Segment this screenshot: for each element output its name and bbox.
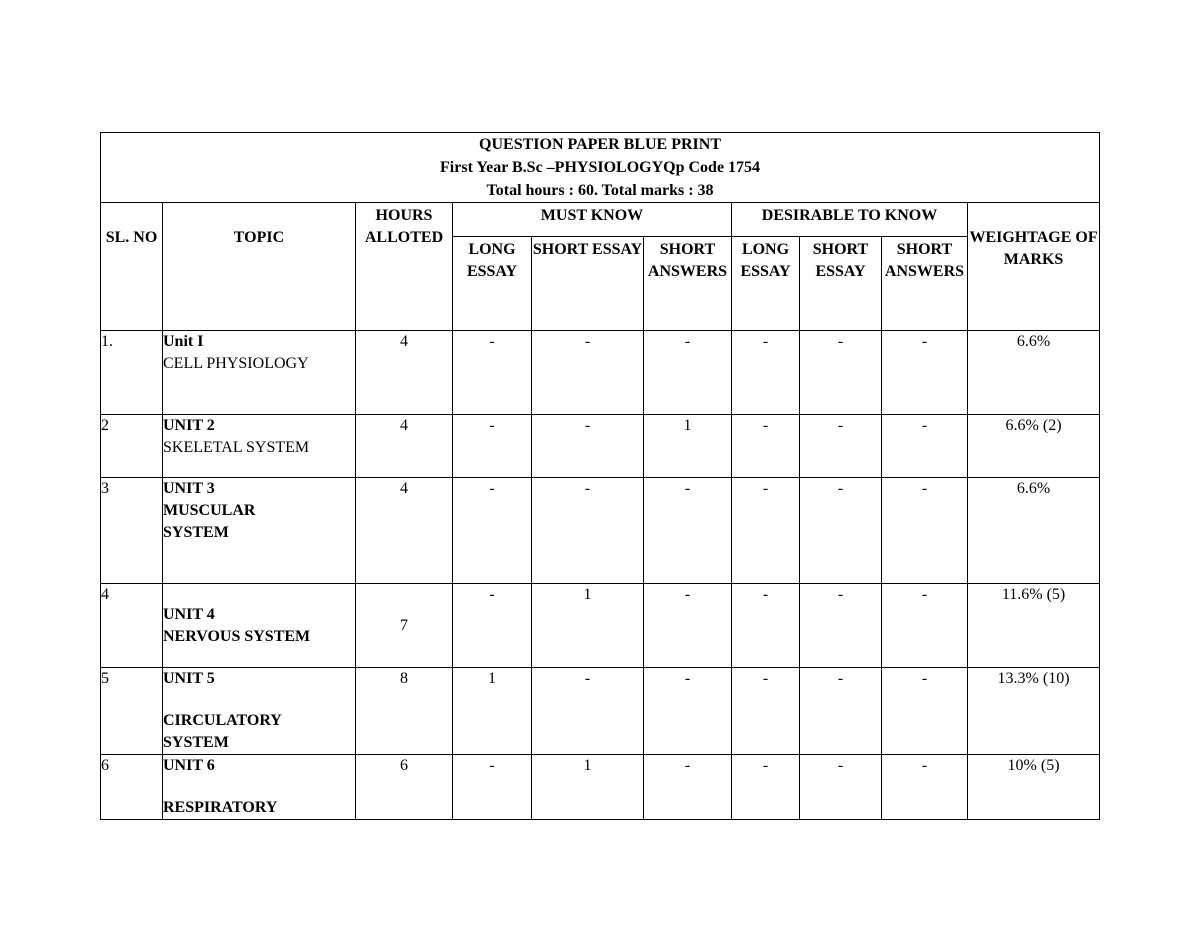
topic-name: SKELETAL SYSTEM <box>163 439 310 456</box>
unit-label: UNIT 3 <box>163 480 215 497</box>
cell-dk-short-essay: - <box>800 755 882 820</box>
title-line-1: QUESTION PAPER BLUE PRINT <box>479 136 722 153</box>
cell-weightage: 13.3% (10) <box>968 668 1100 755</box>
cell-mk-short-essay: - <box>532 668 644 755</box>
cell-dk-long-essay: - <box>732 478 800 584</box>
cell-topic <box>163 584 356 668</box>
cell-hours: 4 <box>356 478 453 584</box>
cell-dk-long-essay: - <box>732 331 800 415</box>
cell-sl: 3 <box>101 478 163 584</box>
cell-hours: 7 <box>356 584 453 668</box>
table-row <box>101 668 1100 755</box>
cell-mk-short-answers: - <box>644 331 732 415</box>
cell-mk-short-answers: - <box>644 668 732 755</box>
cell-dk-long-essay: - <box>732 668 800 755</box>
cell-hours: 6 <box>356 755 453 820</box>
topic-name: CIRCULATORY SYSTEM <box>163 712 282 751</box>
cell-mk-short-answers: - <box>644 755 732 820</box>
cell-mk-short-essay: 1 <box>532 584 644 668</box>
header-topic: TOPIC <box>163 203 356 331</box>
header-row-1 <box>101 203 1100 237</box>
cell-dk-short-answers: - <box>882 415 968 478</box>
unit-label: UNIT 4 <box>163 605 215 623</box>
cell-weightage: 6.6% <box>968 331 1100 415</box>
blueprint-table <box>100 132 1100 820</box>
cell-weightage: 10% (5) <box>968 755 1100 820</box>
cell-mk-long-essay: - <box>453 415 532 478</box>
cell-sl: 5 <box>101 668 163 755</box>
cell-mk-short-essay: - <box>532 331 644 415</box>
cell-dk-short-essay: - <box>800 668 882 755</box>
unit-label: UNIT 6 <box>163 757 215 774</box>
header-must-know: MUST KNOW <box>453 203 732 237</box>
cell-sl: 6 <box>101 755 163 820</box>
cell-dk-short-answers: - <box>882 478 968 584</box>
cell-dk-short-essay: - <box>800 331 882 415</box>
title-row <box>101 133 1100 203</box>
topic-name: RESPIRATORY <box>163 799 278 816</box>
topic-name: MUSCULAR SYSTEM <box>163 502 256 541</box>
cell-topic <box>163 478 356 584</box>
title-line-2: First Year B.Sc –PHYSIOLOGYQp Code 1754 <box>440 159 761 176</box>
header-dk-short-essay: SHORT ESSAY <box>800 237 882 331</box>
cell-dk-short-answers: - <box>882 755 968 820</box>
table-row <box>101 478 1100 584</box>
table-row <box>101 331 1100 415</box>
cell-sl: 4 <box>101 584 163 668</box>
header-dk-short-answers: SHORT ANSWERS <box>882 237 968 331</box>
cell-hours: 4 <box>356 331 453 415</box>
unit-label: UNIT 5 <box>163 670 215 687</box>
cell-weightage: 11.6% (5) <box>968 584 1100 668</box>
cell-dk-short-essay: - <box>800 478 882 584</box>
cell-sl: 2 <box>101 415 163 478</box>
header-mk-short-essay: SHORT ESSAY <box>532 237 644 331</box>
cell-dk-short-answers: - <box>882 331 968 415</box>
cell-mk-short-essay: 1 <box>532 755 644 820</box>
cell-topic <box>163 415 356 478</box>
cell-weightage: 6.6% <box>968 478 1100 584</box>
cell-mk-long-essay: 1 <box>453 668 532 755</box>
cell-dk-long-essay: - <box>732 415 800 478</box>
header-hours-alloted: HOURS ALLOTED <box>356 203 453 331</box>
cell-mk-long-essay: - <box>453 478 532 584</box>
cell-dk-short-answers: - <box>882 668 968 755</box>
topic-name: CELL PHYSIOLOGY <box>163 355 309 372</box>
cell-dk-long-essay: - <box>732 584 800 668</box>
cell-mk-short-essay: - <box>532 415 644 478</box>
cell-dk-short-answers: - <box>882 584 968 668</box>
header-weightage: WEIGHTAGE OF MARKS <box>968 203 1100 331</box>
cell-weightage: 6.6% (2) <box>968 415 1100 478</box>
title-line-3: Total hours : 60. Total marks : 38 <box>486 182 714 199</box>
header-desirable-to-know: DESIRABLE TO KNOW <box>732 203 968 237</box>
topic-name: NERVOUS SYSTEM <box>163 627 311 645</box>
unit-label: UNIT 2 <box>163 417 215 434</box>
cell-hours: 8 <box>356 668 453 755</box>
table-row <box>101 584 1100 668</box>
cell-hours: 4 <box>356 415 453 478</box>
cell-mk-short-answers: - <box>644 584 732 668</box>
table-row <box>101 415 1100 478</box>
cell-dk-short-essay: - <box>800 584 882 668</box>
cell-dk-long-essay: - <box>732 755 800 820</box>
cell-dk-short-essay: - <box>800 415 882 478</box>
header-dk-long-essay: LONG ESSAY <box>732 237 800 331</box>
cell-mk-short-essay: - <box>532 478 644 584</box>
header-mk-short-answers: SHORT ANSWERS <box>644 237 732 331</box>
cell-mk-long-essay: - <box>453 584 532 668</box>
header-mk-long-essay: LONG ESSAY <box>453 237 532 331</box>
cell-mk-long-essay: - <box>453 755 532 820</box>
cell-mk-short-answers: - <box>644 478 732 584</box>
cell-mk-short-answers: 1 <box>644 415 732 478</box>
cell-topic <box>163 331 356 415</box>
table-title <box>101 133 1100 203</box>
cell-sl: 1. <box>101 331 163 415</box>
unit-label: Unit I <box>163 333 204 350</box>
header-sl-no: SL. NO <box>101 203 163 331</box>
cell-topic <box>163 755 356 820</box>
cell-topic <box>163 668 356 755</box>
cell-mk-long-essay: - <box>453 331 532 415</box>
table-row <box>101 755 1100 820</box>
